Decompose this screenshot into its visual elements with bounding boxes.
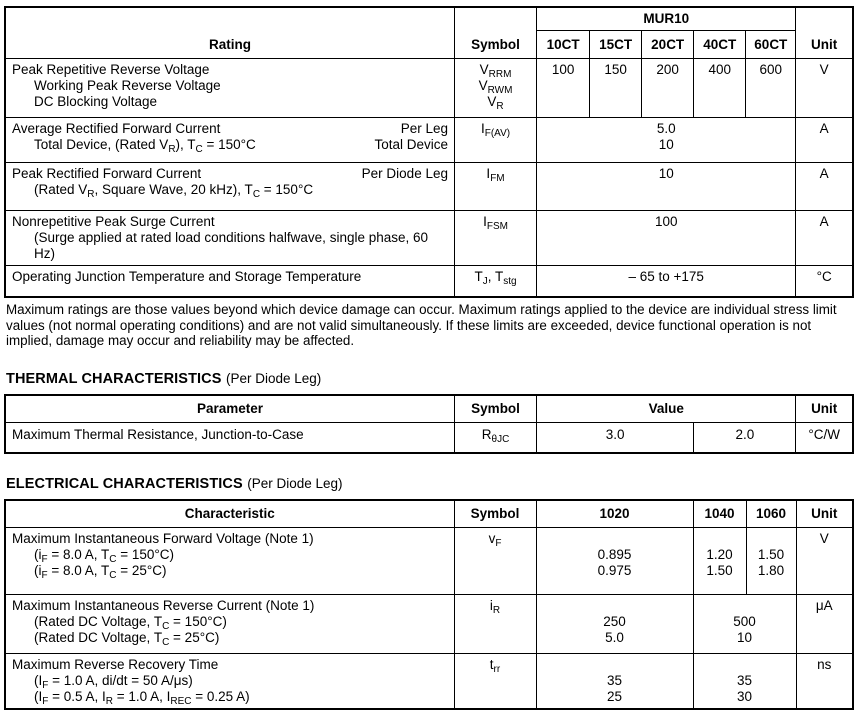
ratings-header-model-15ct: 15CT	[590, 31, 642, 59]
electrical-section-heading	[6, 475, 856, 493]
rating-cell: Operating Junction Temperature and Storage Temperature	[5, 266, 454, 298]
unit-cell: μA	[796, 594, 853, 653]
unit-cell: °C	[796, 266, 853, 298]
rating-cell	[5, 118, 454, 163]
value-cell: 0.895 0.975	[536, 527, 693, 594]
electrical-header-unit: Unit	[796, 500, 853, 528]
electrical-header-1020: 1020	[536, 500, 693, 528]
electrical-header-1060: 1060	[746, 500, 796, 528]
thermal-header-value: Value	[537, 395, 796, 423]
value-cell: 500 10	[693, 594, 796, 653]
unit-cell: A	[796, 211, 853, 266]
rating-text: Peak Rectified Forward Current (Rated $V_R$, Square Wave, 20 kHz), $T_C = 150^\circ C$	[12, 166, 314, 200]
value-cell: 200	[642, 59, 694, 118]
value-cell: 1.50 1.80	[746, 527, 796, 594]
ratings-header-series: MUR10	[537, 7, 796, 31]
value-cell: 2.0	[694, 422, 796, 453]
electrical-section-title: ELECTRICAL CHARACTERISTICS	[6, 475, 243, 492]
value-cell: 1.20 1.50	[693, 527, 746, 594]
value-cell: 600	[746, 59, 796, 118]
characteristic-cell: Maximum Reverse Recovery Time ($I_F = 1.0$ A, di/dt = 50 A/μs) ($I_F = 0.5$ A, $I_R = 1.0$ A, $I_{REC} = 0.25$ A)	[5, 653, 454, 709]
ratings-header-rating: Rating	[5, 7, 454, 59]
table-row	[5, 211, 853, 266]
max-ratings-table	[4, 6, 854, 298]
symbol-cell: $I_{F(AV)}$	[454, 118, 536, 163]
unit-cell: A	[796, 163, 853, 211]
thermal-characteristics-table	[4, 394, 854, 454]
rating-cell	[5, 163, 454, 211]
ratings-header-symbol: Symbol	[454, 7, 536, 59]
ratings-header-model-20ct: 20CT	[642, 31, 694, 59]
table-row	[5, 527, 853, 594]
unit-cell: V	[796, 59, 853, 118]
electrical-section-subtitle: (Per Diode Leg)	[247, 475, 343, 491]
maximum-ratings-note: Maximum ratings are those values beyond which device damage can occur. Maximum ratings applied to the device are individual stress limit values (not normal operating conditions) and are not valid simultaneously. If these limits are exceeded, device functional operation is not implied, damage may occur and reliability may be affected.	[6, 302, 837, 349]
unit-cell: V	[796, 527, 853, 594]
value-cell: – 65 to +175	[537, 266, 796, 298]
ratings-header-model-10ct: 10CT	[537, 31, 590, 59]
symbol-cell: $I_{FSM}$	[454, 211, 536, 266]
unit-cell: °C/W	[796, 422, 853, 453]
symbol-cell: $T_J$, $T_{stg}$	[454, 266, 536, 298]
table-row	[5, 422, 853, 453]
value-cell: 5.0 10	[537, 118, 796, 163]
table-row	[5, 163, 853, 211]
value-cell: 100	[537, 211, 796, 266]
rating-qualifier: Per Diode Leg	[361, 166, 448, 181]
symbol-cell: $v_F$	[454, 527, 536, 594]
characteristic-cell: Maximum Instantaneous Reverse Current (Note 1) (Rated DC Voltage, $T_C = 150^\circ C$) (Rated DC Voltage, $T_C = 25^\circ C$)	[5, 594, 454, 653]
symbol-cell: $V_{RRM}$ $V_{RWM}$ $V_R$	[454, 59, 536, 118]
value-cell: 250 5.0	[536, 594, 693, 653]
value-cell: 150	[590, 59, 642, 118]
table-row	[5, 59, 853, 118]
unit-cell: A	[796, 118, 853, 163]
electrical-header-characteristic: Characteristic	[5, 500, 454, 528]
value-cell: 400	[694, 59, 746, 118]
symbol-cell: $t_{rr}$	[454, 653, 536, 709]
value-cell: 3.0	[537, 422, 694, 453]
thermal-header-symbol: Symbol	[455, 395, 537, 423]
thermal-section-subtitle: (Per Diode Leg)	[225, 370, 322, 386]
thermal-header-parameter: Parameter	[5, 395, 455, 423]
symbol-cell: $I_{FM}$	[454, 163, 536, 211]
thermal-section-title: THERMAL CHARACTERISTICS	[6, 370, 222, 387]
characteristic-cell: Maximum Instantaneous Forward Voltage (Note 1) ($i_F = 8.0$ A, $T_C = 150^\circ C$) ($i_F = 8.0$ A, $T_C = 25^\circ C$)	[5, 527, 454, 594]
value-cell: 100	[537, 59, 590, 118]
value-cell: 10	[537, 163, 796, 211]
rating-text: Average Rectified Forward Current Total Device, (Rated $V_R$), $T_C = 150^\circ C$	[12, 121, 256, 155]
ratings-header-model-40ct: 40CT	[694, 31, 746, 59]
ratings-header-model-60ct: 60CT	[746, 31, 796, 59]
unit-cell: ns	[796, 653, 853, 709]
symbol-cell: $i_R$	[454, 594, 536, 653]
rating-qualifier: Per Leg Total Device	[374, 121, 448, 152]
table-row	[5, 266, 853, 298]
table-row	[5, 118, 853, 163]
ratings-header-unit: Unit	[796, 7, 853, 59]
rating-cell: Nonrepetitive Peak Surge Current (Surge applied at rated load conditions halfwave, single phase, 60 Hz)	[5, 211, 454, 266]
table-row	[5, 594, 853, 653]
rating-cell: Peak Repetitive Reverse Voltage Working Peak Reverse Voltage DC Blocking Voltage	[5, 59, 454, 118]
electrical-header-1040: 1040	[693, 500, 746, 528]
thermal-header-unit: Unit	[796, 395, 853, 423]
parameter-cell: Maximum Thermal Resistance, Junction-to-Case	[5, 422, 455, 453]
electrical-characteristics-table	[4, 499, 854, 710]
thermal-section-heading	[6, 370, 856, 388]
table-row	[5, 653, 853, 709]
value-cell: 35 25	[536, 653, 693, 709]
value-cell: 35 30	[693, 653, 796, 709]
symbol-cell: $R_{\theta JC}$	[455, 422, 537, 453]
electrical-header-symbol: Symbol	[454, 500, 536, 528]
